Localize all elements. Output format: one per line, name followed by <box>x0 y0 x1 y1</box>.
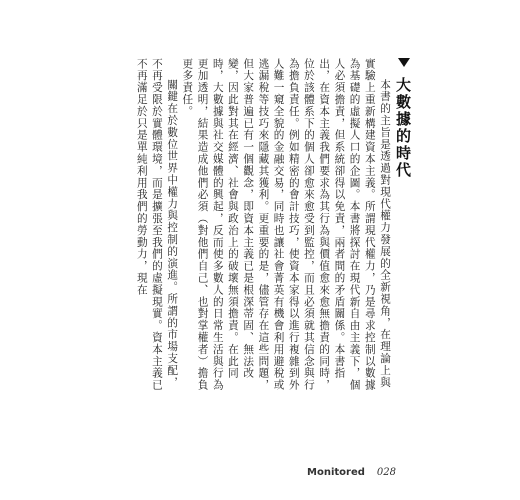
chapter-title-text: 大數據的時代 <box>394 77 412 179</box>
page-footer <box>307 467 396 478</box>
body-text <box>135 58 392 398</box>
triangle-marker-icon <box>398 58 410 67</box>
paragraph: 本書的主旨是透過對現代權力發展的全新視角，在理論上與實驗上重新構建資本主義。所謂現代權力，乃是尋求控制以數據為基礎的虛擬人口的企圖。本書將探討在現代新自由主義下，個人必須擔責，但系統卻得以免責，兩者間的矛盾關係。本書指出，在資本主義我們要求為其行為與價值愈來愈無擔責的同時，位於該體系下的個人卻愈來愈受到監控，而且必須就其信念與行為擔負責任。例如精密的會計技巧，使資本家得以進行複雜到外人難一窺全貌的金融交易，同時也讓社會菁英有機會利用避稅或逃漏稅等技巧來隱藏其獲利。更重要的是，儘管存在這些問題，但大家普遍已有一個觀念，即資本主義已是根深蒂固、無法改變，因此對其在經濟、社會與政治上的破壞無須擔責。在此同時，大數據與社交媒體的興起，反而使多數人的日常生活與行為更加透明，結果造成他們必須（對他們自己、也對掌權者）擔負更多責任。 <box>181 58 391 392</box>
running-head: Monitored <box>307 467 365 478</box>
page-number: 028 <box>376 467 396 478</box>
paragraph: 關鍵在於數位世界中權力與控制的演進。所謂的市場支配，不再受限於實體環境，而是擴張至我們的虛擬現實。資本主義已不再滿足於只是單純利用我們的勞動力，現在 <box>135 58 179 392</box>
chapter-heading <box>393 58 414 179</box>
